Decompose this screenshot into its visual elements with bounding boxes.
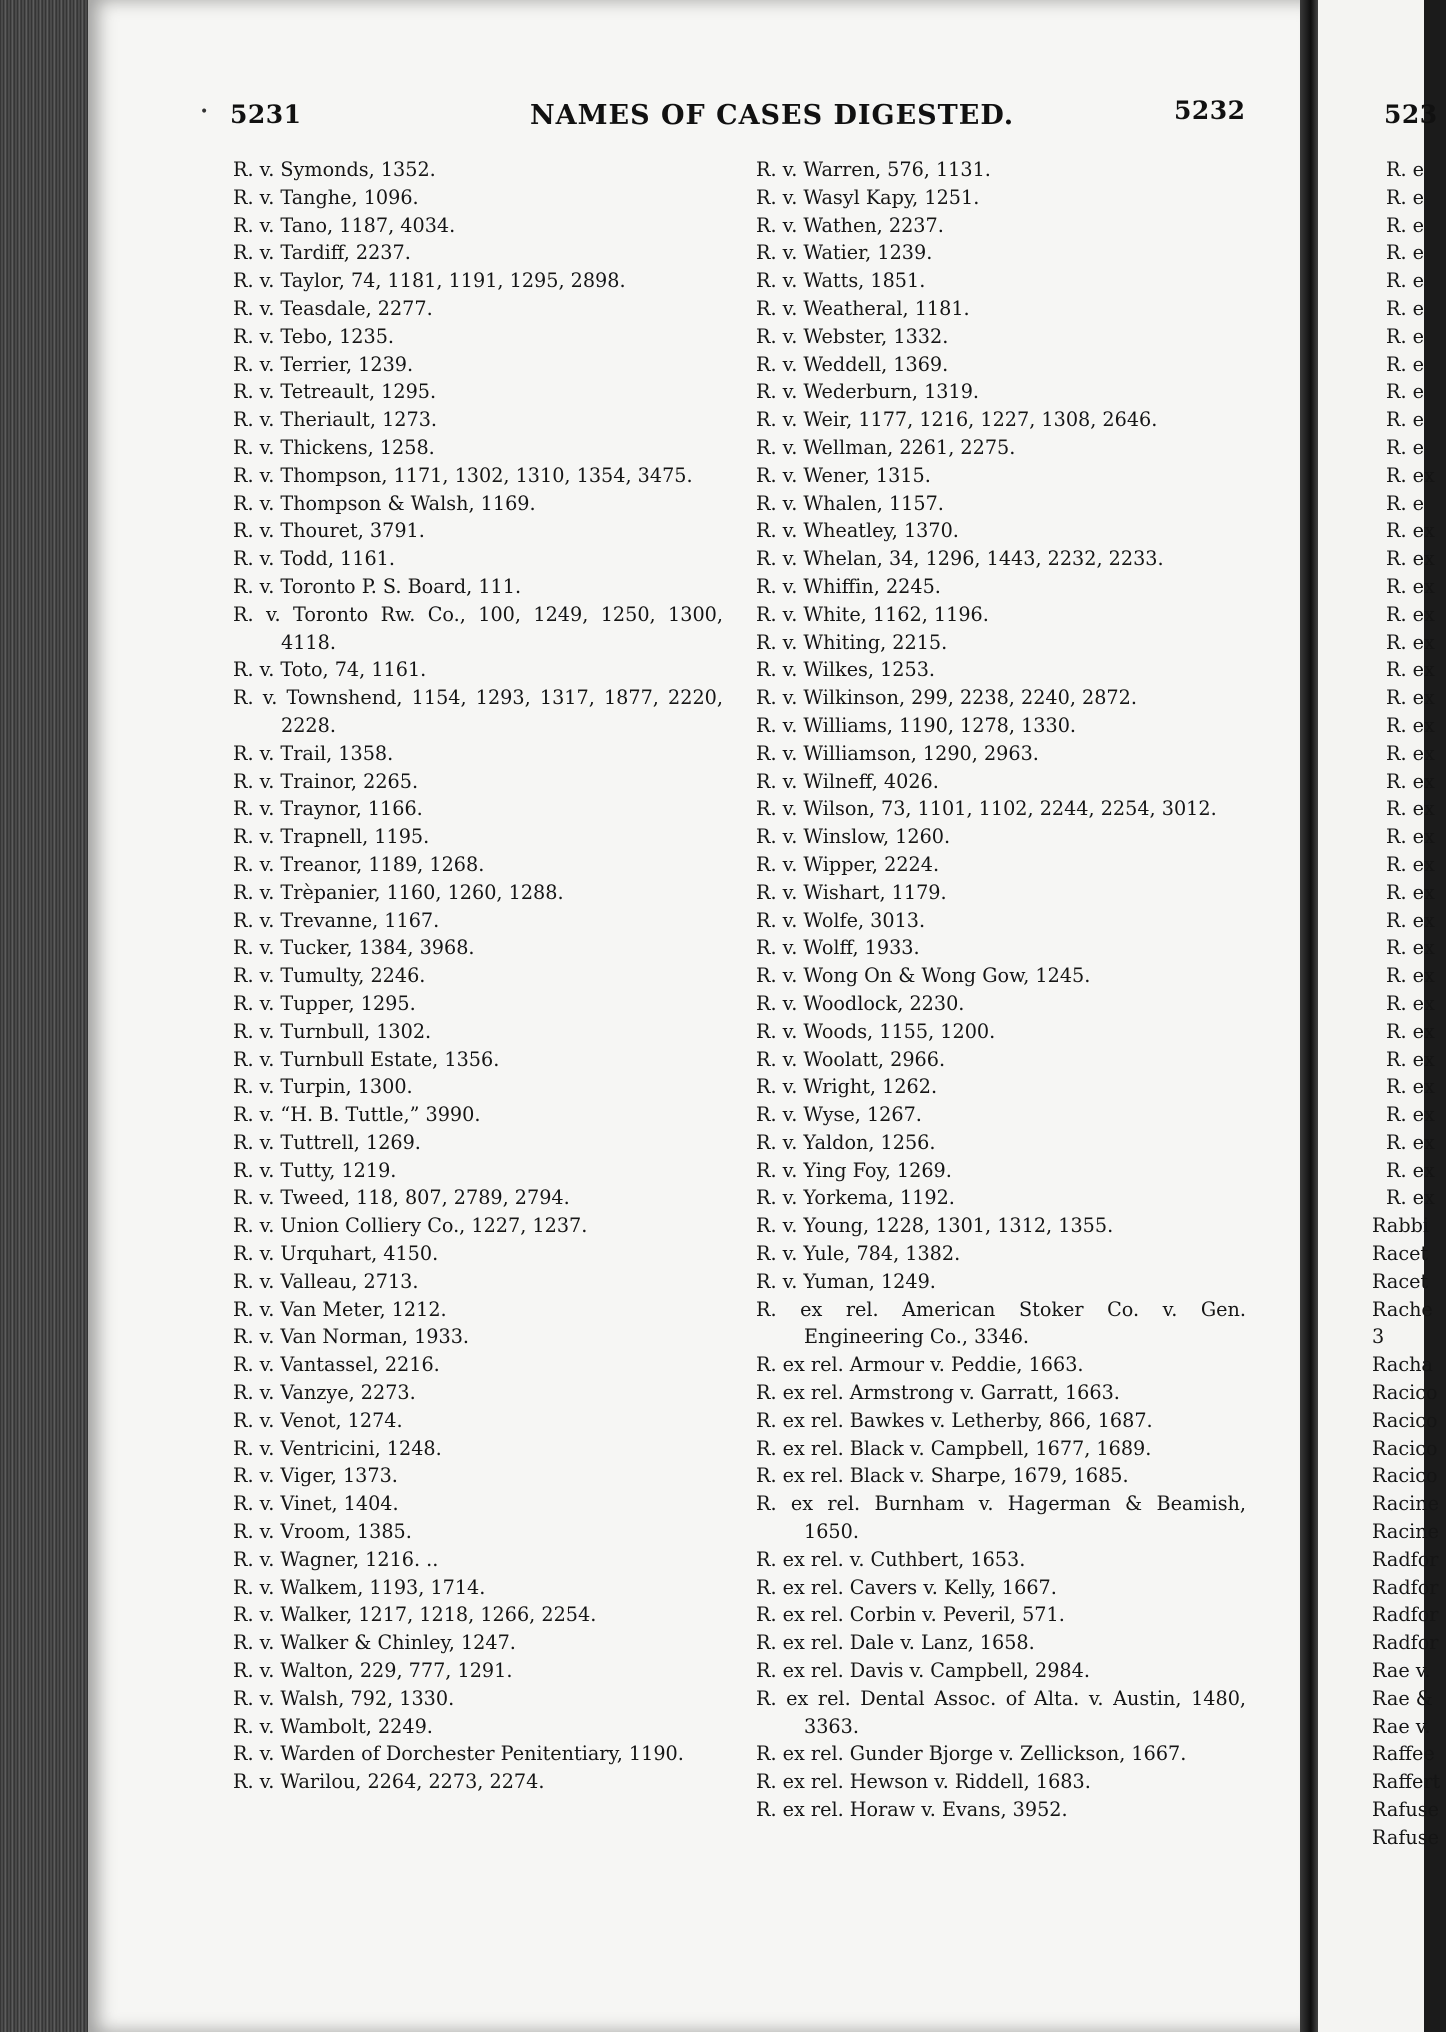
case-entry: R. v. Woods, 1155, 1200. bbox=[756, 1019, 996, 1043]
next-page-number: 523 bbox=[1384, 100, 1438, 129]
case-entry: R. v. Thouret, 3791. bbox=[233, 519, 425, 543]
case-entry: R. v. Turnbull, 1302. bbox=[233, 1019, 432, 1043]
case-entry: R. ex bbox=[1386, 686, 1435, 710]
case-entry: Racine bbox=[1372, 1520, 1439, 1544]
case-entry: R. v. Wagner, 1216. .. bbox=[233, 1547, 439, 1571]
case-entry: R. ex bbox=[1386, 574, 1435, 598]
case-entry: R. v. Wheatley, 1370. bbox=[756, 519, 959, 543]
case-entry: R. v. Wathen, 2237. bbox=[756, 213, 944, 237]
case-entry: Rae v. bbox=[1372, 1714, 1431, 1738]
case-entry: R. v. Yaldon, 1256. bbox=[756, 1130, 936, 1154]
case-entry: R. e bbox=[1386, 269, 1425, 293]
case-entry: R. v. Van Norman, 1933. bbox=[233, 1325, 470, 1349]
case-entry: R. ex rel. Bawkes v. Letherby, 866, 1687. bbox=[756, 1408, 1153, 1432]
case-entry: Rafuse bbox=[1372, 1798, 1439, 1822]
case-entry: R. v. Wilkes, 1253. bbox=[756, 658, 936, 682]
case-entry: R. v. Williamson, 1290, 2963. bbox=[756, 741, 1039, 765]
case-entry: Racha bbox=[1372, 1353, 1433, 1377]
case-entry: R. v. Terrier, 1239. bbox=[233, 352, 414, 376]
case-entry: R. ex bbox=[1386, 1047, 1435, 1071]
case-entry: R. v. Weir, 1177, 1216, 1227, 1308, 2646. bbox=[756, 408, 1158, 432]
case-entry: R. v. Tumulty, 2246. bbox=[233, 964, 426, 988]
case-entry: Rae & bbox=[1372, 1686, 1433, 1710]
case-entry: R. v. Ventricini, 1248. bbox=[233, 1436, 442, 1460]
case-entry: Racico bbox=[1372, 1381, 1438, 1405]
case-entry: R. v. Wederburn, 1319. bbox=[756, 380, 980, 404]
case-entry: R. v. Watts, 1851. bbox=[756, 269, 926, 293]
case-entry: R. v. Whelan, 34, 1296, 1443, 2232, 2233. bbox=[756, 547, 1164, 571]
case-entry: R. v. Wilneff, 4026. bbox=[756, 769, 939, 793]
case-entry: R. ex bbox=[1386, 1019, 1435, 1043]
case-entry: R. v. Wipper, 2224. bbox=[756, 852, 940, 876]
case-entry: R. v. Tardiff, 2237. bbox=[233, 241, 411, 265]
case-entry: R. v. Walsh, 792, 1330. bbox=[233, 1686, 455, 1710]
case-entry: R. v. Wolfe, 3013. bbox=[756, 908, 926, 932]
case-entry: R. v. Wasyl Kapy, 1251. bbox=[756, 185, 980, 209]
case-entry: R. ex bbox=[1386, 880, 1435, 904]
case-entry: R. ex bbox=[1386, 936, 1435, 960]
case-entry: R. e bbox=[1386, 158, 1425, 181]
case-entry: R. ex rel. Black v. Campbell, 1677, 1689. bbox=[756, 1436, 1152, 1460]
case-entry: R. e bbox=[1386, 380, 1425, 404]
case-entry: R. v. Trapnell, 1195. bbox=[233, 825, 430, 849]
case-entry: R. v. Theriault, 1273. bbox=[233, 408, 437, 432]
case-entry: Rae v. bbox=[1372, 1659, 1431, 1683]
case-entry: R. ex rel. Dale v. Lanz, 1658. bbox=[756, 1631, 1035, 1655]
case-entry: R. v. Thompson & Walsh, 1169. bbox=[233, 491, 536, 515]
case-entry: R. v. Tanghe, 1096. bbox=[233, 185, 419, 209]
case-entry: R. v. Trèpanier, 1160, 1260, 1288. bbox=[233, 880, 564, 904]
case-entry: R. v. Vinet, 1404. bbox=[233, 1492, 399, 1516]
case-entry: R. v. Tweed, 118, 807, 2789, 2794. bbox=[233, 1186, 570, 1210]
case-entry: R. v. Trail, 1358. bbox=[233, 741, 394, 765]
case-entry: Rache bbox=[1372, 1297, 1433, 1321]
case-entry: R. v. Urquhart, 4150. bbox=[233, 1242, 439, 1266]
case-entry: R. v. Whiting, 2215. bbox=[756, 630, 948, 654]
case-entry: R. ex bbox=[1386, 991, 1435, 1015]
case-entry: R. v. Walton, 229, 777, 1291. bbox=[233, 1659, 513, 1683]
case-entry: R. e bbox=[1386, 352, 1425, 376]
case-entry: Racico bbox=[1372, 1408, 1438, 1432]
case-entry: R. ex bbox=[1386, 630, 1435, 654]
case-entry: R. ex bbox=[1386, 852, 1435, 876]
case-entry: R. v. Warden of Dorchester Penitentiary, 1190. bbox=[233, 1742, 684, 1766]
case-entry: Rafuse bbox=[1372, 1825, 1439, 1849]
case-entry: R. v. Tetreault, 1295. bbox=[233, 380, 437, 404]
case-entry: R. v. Wong On & Wong Gow, 1245. bbox=[756, 964, 1091, 988]
case-entry: R. v. Woolatt, 2966. bbox=[756, 1047, 946, 1071]
book-gutter bbox=[1300, 0, 1318, 2032]
case-entry: R. v. Townshend, 1154, 1293, 1317, 1877, 2220, 2228. bbox=[233, 686, 723, 737]
case-entry: R. v. Thompson, 1171, 1302, 1310, 1354, 3475. bbox=[233, 463, 693, 487]
case-entry: Raffee bbox=[1372, 1742, 1435, 1766]
case-entry: R. ex bbox=[1386, 1075, 1435, 1099]
margin-mark: • bbox=[200, 104, 209, 120]
case-entry: R. ex rel. Cavers v. Kelly, 1667. bbox=[756, 1575, 1057, 1599]
case-entry: R. ex rel. Black v. Sharpe, 1679, 1685. bbox=[756, 1464, 1129, 1488]
case-entry: R. v. Wishart, 1179. bbox=[756, 880, 947, 904]
case-entry: R. v. Walker & Chinley, 1247. bbox=[233, 1631, 516, 1655]
case-entry: R. v. Watier, 1239. bbox=[756, 241, 933, 265]
case-entry: R. ex bbox=[1386, 547, 1435, 571]
case-entry: R. v. Tutty, 1219. bbox=[233, 1158, 397, 1182]
case-entry: R. e bbox=[1386, 185, 1425, 209]
case-entry: Radfor bbox=[1372, 1603, 1439, 1627]
case-entry: R. v. Wilson, 73, 1101, 1102, 2244, 2254, 3012. bbox=[756, 797, 1217, 821]
case-entry: R. ex rel. American Stoker Co. v. Gen. Engineering Co., 3346. bbox=[756, 1297, 1246, 1349]
case-entry: Radfor bbox=[1372, 1575, 1439, 1599]
case-entry: R. v. Wambolt, 2249. bbox=[233, 1714, 433, 1738]
case-entry: R. v. Tuttrell, 1269. bbox=[233, 1130, 421, 1154]
left-column bbox=[233, 156, 723, 1796]
case-entry: R. v. Turpin, 1300. bbox=[233, 1075, 413, 1099]
case-entry: R. v. Wolff, 1933. bbox=[756, 936, 920, 960]
case-entry: R. v. Wener, 1315. bbox=[756, 463, 931, 487]
case-entry: R. v. Union Colliery Co., 1227, 1237. bbox=[233, 1214, 588, 1238]
case-entry: R. v. Taylor, 74, 1181, 1191, 1295, 2898. bbox=[233, 269, 626, 293]
case-entry: R. ex bbox=[1386, 797, 1435, 821]
page-title: NAMES OF CASES DIGESTED. bbox=[530, 100, 1015, 131]
case-entry: R. v. Whiffin, 2245. bbox=[756, 574, 941, 598]
case-entry: R. v. Yuman, 1249. bbox=[756, 1269, 936, 1293]
case-entry: R. v. Walkem, 1193, 1714. bbox=[233, 1575, 486, 1599]
case-entry: R. v. Ying Foy, 1269. bbox=[756, 1158, 952, 1182]
case-entry: R. e bbox=[1386, 435, 1425, 459]
case-entry: Racet bbox=[1372, 1269, 1429, 1293]
case-entry: R. v. Weatheral, 1181. bbox=[756, 296, 970, 320]
case-entry: R. e bbox=[1386, 408, 1425, 432]
case-entry: Rabbi bbox=[1372, 1214, 1430, 1238]
case-entry: R. ex bbox=[1386, 825, 1435, 849]
case-entry: R. ex rel. Corbin v. Peveril, 571. bbox=[756, 1603, 1065, 1627]
case-entry: Raffert bbox=[1372, 1770, 1441, 1794]
case-entry: R. v. Wilkinson, 299, 2238, 2240, 2872. bbox=[756, 686, 1137, 710]
case-entry: R. v. Viger, 1373. bbox=[233, 1464, 398, 1488]
case-entry: R. v. Turnbull Estate, 1356. bbox=[233, 1047, 500, 1071]
case-entry: R. v. Venot, 1274. bbox=[233, 1408, 403, 1432]
case-entry: R. v. Trevanne, 1167. bbox=[233, 908, 440, 932]
case-entry: R. ex bbox=[1386, 908, 1435, 932]
case-entry: R. ex rel. Gunder Bjorge v. Zellickson, 1667. bbox=[756, 1742, 1187, 1766]
case-entry: R. ex rel. Davis v. Campbell, 2984. bbox=[756, 1659, 1090, 1683]
case-entry: R. v. Wright, 1262. bbox=[756, 1075, 938, 1099]
case-entry: R. v. Tupper, 1295. bbox=[233, 991, 416, 1015]
case-entry: R. v. Winslow, 1260. bbox=[756, 825, 951, 849]
case-entry: R. ex bbox=[1386, 1186, 1435, 1210]
case-entry: R. v. Van Meter, 1212. bbox=[233, 1297, 447, 1321]
case-entry: R. v. Young, 1228, 1301, 1312, 1355. bbox=[756, 1214, 1114, 1238]
case-entry: R. v. Webster, 1332. bbox=[756, 324, 949, 348]
case-entry: R. ex rel. Horaw v. Evans, 3952. bbox=[756, 1798, 1068, 1822]
case-entry: R. e bbox=[1386, 491, 1425, 515]
case-entry: R. ex bbox=[1386, 1103, 1435, 1127]
case-entry: R. e bbox=[1386, 296, 1425, 320]
case-entry: R. v. Toronto P. S. Board, 111. bbox=[233, 574, 522, 598]
case-entry: R. v. Whalen, 1157. bbox=[756, 491, 944, 515]
case-entry: R. ex rel. Hewson v. Riddell, 1683. bbox=[756, 1770, 1091, 1794]
book-spine bbox=[0, 0, 92, 2032]
case-entry: 3 bbox=[1372, 1325, 1385, 1349]
case-entry: R. v. Toronto Rw. Co., 100, 1249, 1250, 1300, 4118. bbox=[233, 602, 723, 654]
case-entry: R. v. Vantassel, 2216. bbox=[233, 1353, 440, 1377]
case-entry: R. ex bbox=[1386, 741, 1435, 765]
case-entry: R. e bbox=[1386, 324, 1425, 348]
case-entry: R. ex rel. v. Cuthbert, 1653. bbox=[756, 1547, 1026, 1571]
case-entry: R. ex rel. Armour v. Peddie, 1663. bbox=[756, 1353, 1084, 1377]
case-entry: R. v. Weddell, 1369. bbox=[756, 352, 949, 376]
case-entry: R. v. “H. B. Tuttle,” 3990. bbox=[233, 1103, 481, 1127]
case-entry: R. v. Wellman, 2261, 2275. bbox=[756, 435, 1016, 459]
case-entry: R. ex bbox=[1386, 1130, 1435, 1154]
case-entry: R. v. Tebo, 1235. bbox=[233, 324, 395, 348]
case-entry: R. ex bbox=[1386, 1158, 1435, 1182]
case-entry: Radfor bbox=[1372, 1547, 1439, 1571]
case-entry: R. ex bbox=[1386, 964, 1435, 988]
case-entry: R. v. Vroom, 1385. bbox=[233, 1520, 412, 1544]
case-entry: R. v. Toto, 74, 1161. bbox=[233, 658, 427, 682]
case-entry: R. v. Valleau, 2713. bbox=[233, 1269, 419, 1293]
case-entry: Racine bbox=[1372, 1492, 1439, 1516]
case-entry: Racet bbox=[1372, 1242, 1429, 1266]
case-entry: R. v. Tano, 1187, 4034. bbox=[233, 213, 456, 237]
case-entry: R. ex rel. Dental Assoc. of Alta. v. Austin, 1480, 3363. bbox=[756, 1686, 1246, 1738]
case-entry: R. v. Trainor, 2265. bbox=[233, 769, 419, 793]
case-entry: R. v. Teasdale, 2277. bbox=[233, 296, 433, 320]
case-entry: R. ex bbox=[1386, 658, 1435, 682]
case-entry: R. ex bbox=[1386, 602, 1435, 626]
case-entry: R. ex bbox=[1386, 769, 1435, 793]
right-column bbox=[756, 156, 1246, 1824]
case-entry: R. v. Yule, 784, 1382. bbox=[756, 1242, 961, 1266]
case-entry: R. v. Wyse, 1267. bbox=[756, 1103, 922, 1127]
case-entry: R. e bbox=[1386, 213, 1425, 237]
case-entry: R. v. Warren, 576, 1131. bbox=[756, 158, 991, 181]
case-entry: Racico bbox=[1372, 1436, 1438, 1460]
case-entry: R. v. Treanor, 1189, 1268. bbox=[233, 852, 485, 876]
case-entry: R. v. Williams, 1190, 1278, 1330. bbox=[756, 713, 1077, 737]
case-entry: R. ex rel. Burnham v. Hagerman & Beamish, 1650. bbox=[756, 1492, 1246, 1544]
case-entry: R. ex rel. Armstrong v. Garratt, 1663. bbox=[756, 1381, 1120, 1405]
case-entry: R. v. Symonds, 1352. bbox=[233, 158, 436, 181]
case-entry: R. v. Tucker, 1384, 3968. bbox=[233, 936, 475, 960]
case-entry: R. e bbox=[1386, 241, 1425, 265]
case-entry: R. v. Yorkema, 1192. bbox=[756, 1186, 955, 1210]
case-entry: R. ex bbox=[1386, 519, 1435, 543]
case-entry: R. v. Traynor, 1166. bbox=[233, 797, 423, 821]
case-entry: Radfor bbox=[1372, 1631, 1439, 1655]
case-entry: Racico bbox=[1372, 1464, 1438, 1488]
case-entry: R. v. Warilou, 2264, 2273, 2274. bbox=[233, 1770, 545, 1794]
next-page-column bbox=[1372, 156, 1446, 1852]
case-entry: R. v. Vanzye, 2273. bbox=[233, 1381, 416, 1405]
case-entry: R. v. Thickens, 1258. bbox=[233, 435, 435, 459]
case-entry: R. ex bbox=[1386, 463, 1435, 487]
case-entry: R. v. Todd, 1161. bbox=[233, 547, 395, 571]
case-entry: R. v. White, 1162, 1196. bbox=[756, 602, 989, 626]
right-page-number: 5232 bbox=[1174, 96, 1246, 125]
left-page-number: 5231 bbox=[230, 100, 302, 129]
case-entry: R. v. Woodlock, 2230. bbox=[756, 991, 965, 1015]
case-entry: R. v. Walker, 1217, 1218, 1266, 2254. bbox=[233, 1603, 597, 1627]
case-entry: R. ex bbox=[1386, 713, 1435, 737]
